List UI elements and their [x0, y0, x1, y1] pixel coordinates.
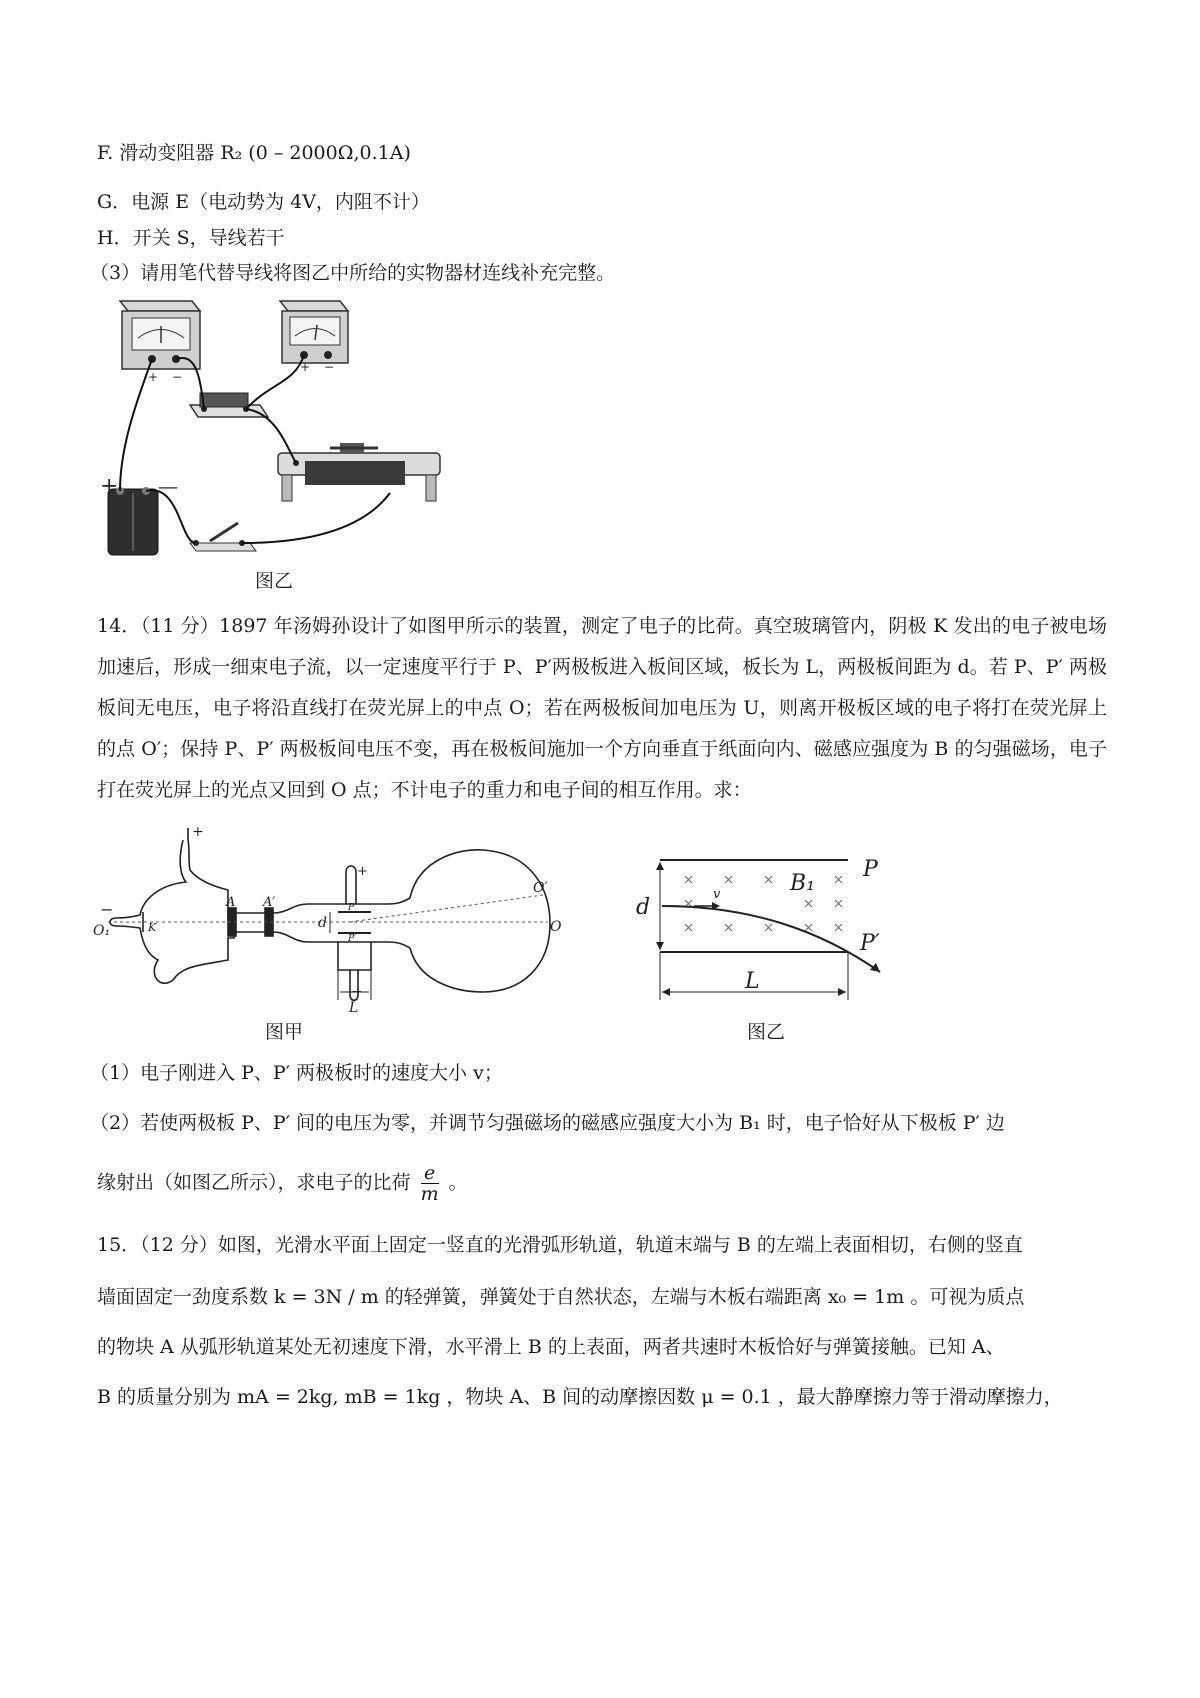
fig-yi-P-prime: P′	[860, 931, 880, 956]
fig-yi-L: L	[745, 969, 760, 994]
problem15-line4: B 的质量分别为 mA = 2kg, mB = 1kg ，物块 A、B 间的动摩擦因数 μ = 0.1 ，最大静摩擦力等于滑动摩擦力，	[97, 1386, 1063, 1408]
fig-jia-plus2: +	[357, 864, 368, 879]
figure1-caption: 图乙	[255, 570, 294, 592]
switch	[190, 523, 256, 551]
magnetic-field-figure	[630, 850, 910, 1020]
fig-jia-K: K	[148, 921, 157, 934]
item-f: F. 滑动变阻器 R₂ (0 – 2000Ω,0.1A)	[97, 142, 411, 164]
question-14-2b	[97, 1163, 468, 1204]
charge-ratio-fraction	[421, 1163, 439, 1204]
ammeter	[120, 301, 200, 384]
problem15-line3: 的物块 A 从弧形轨道某处无初速度下滑，水平滑上 B 的上表面，两者共速时木板恰好与弹簧接触。已知 A、	[97, 1336, 1005, 1358]
fig-jia-d: d	[318, 915, 327, 931]
fig-yi-v: v	[713, 887, 721, 902]
fraction-numerator: e	[423, 1162, 436, 1184]
voltmeter	[280, 301, 348, 374]
fig-jia-plus: +	[192, 824, 204, 840]
fig-jia-minus: −	[100, 900, 114, 919]
fig-jia-P-prime: P′	[348, 934, 357, 944]
svg-text:+: +	[148, 370, 159, 384]
fig-jia-O: O	[550, 919, 562, 935]
battery	[100, 474, 178, 555]
svg-text:−: −	[324, 360, 335, 374]
fig-jia-minus2: −	[351, 984, 363, 1000]
item-g: G．电源 E（电动势为 4V，内阻不计）	[97, 191, 430, 213]
battery-minus: —	[158, 474, 178, 498]
question-14-2b-text: 缘射出（如图乙所示），求电子的比荷	[97, 1171, 411, 1194]
rheostat	[278, 443, 440, 501]
problem14-text: 14．（11 分）1897 年汤姆孙设计了如图甲所示的装置，测定了电子的比荷。真空玻璃管内，阴极 K 发出的电子被电场加速后，形成一细束电子流，以一定速度平行于 P、P′两极板进入板间区域，板长为 L，两极板间距为 d。若 P、P′ 两极板间无电压，电子将沿直线打在荧光屏上的中点 O；若在两极板间加电压为 U，则离开极板区域的电子将打在荧光屏上的点 O′；保持 P、P′ 两极板间电压不变，再在极板间施加一个方向垂直于纸面向内、磁感应强度为 B 的匀强磁场，电子打在荧光屏上的光点又回到 O 点；不计电子的重力和电子间的相互作用。求：	[97, 615, 1107, 801]
fig-jia-O1: O₁	[93, 923, 111, 939]
fig-yi-P: P	[863, 857, 878, 882]
question-14-2b-end: 。	[448, 1171, 468, 1194]
fig-yi-B1: B₁	[790, 871, 815, 896]
fig-jia-A: A	[226, 895, 236, 910]
problem15-line1: 15．（12 分）如图，光滑水平面上固定一竖直的光滑弧形轨道，轨道末端与 B 的左端上表面相切，右侧的竖直	[97, 1234, 1023, 1256]
thomson-tube-figure	[88, 820, 598, 1018]
question-14-1: （1）电子刚进入 P、P′ 两极板时的速度大小 v；	[90, 1062, 503, 1084]
question-14-2a: （2）若使两极板 P、P′ 间的电压为零，并调节匀强磁场的磁感应强度大小为 B₁ 时，电子恰好从下极板 P′ 边	[90, 1112, 1005, 1134]
item-h: H．开关 S，导线若干	[97, 227, 285, 249]
fraction-denominator: m	[420, 1183, 439, 1205]
fig-jia-O-prime: O′	[533, 880, 548, 896]
fig-jia-A-prime: A′	[263, 895, 276, 910]
svg-text:+: +	[300, 360, 311, 374]
circuit-figure	[100, 293, 460, 565]
figure-jia-caption: 图甲	[265, 1021, 304, 1043]
problem15-line2: 墙面固定一劲度系数 k = 3N / m 的轻弹簧，弹簧处于自然状态，左端与木板右端距离 x₀ = 1m 。可视为质点	[97, 1286, 1025, 1308]
fig-yi-d: d	[636, 895, 651, 920]
battery-plus: +	[100, 474, 119, 499]
svg-text:−: −	[172, 370, 183, 384]
question-3: （3）请用笔代替导线将图乙中所给的实物器材连线补充完整。	[90, 262, 616, 284]
fig-jia-P: P	[348, 903, 355, 913]
figure-yi-caption: 图乙	[747, 1021, 786, 1043]
fig-jia-L: L	[349, 1000, 359, 1016]
